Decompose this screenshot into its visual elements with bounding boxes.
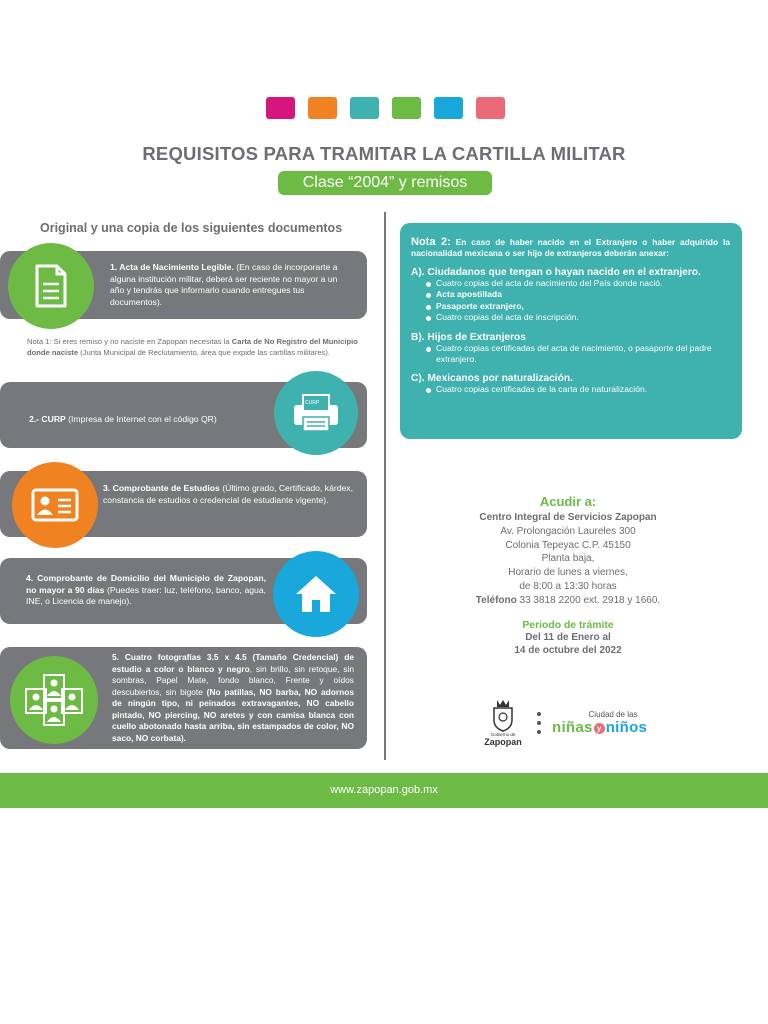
zapopan-label: Zapopan	[484, 737, 522, 747]
domicilio-text: 4. Comprobante de Domicilio del Municipio de Zapopan, no mayor a 90 días (Puedes traer: luz, teléfono, banco, agua, INE, o Licencia de manejo).	[26, 573, 266, 607]
gobierno-label: Gobierno de	[490, 732, 516, 737]
schedule-line-2: de 8:00 a 13:30 horas	[519, 580, 617, 592]
curp-text: 2.- CURP (Impresa de Internet con el código QR)	[29, 414, 217, 424]
swatch-pink	[476, 97, 505, 119]
printer-icon	[274, 371, 358, 455]
swatch-magenta	[266, 97, 295, 119]
acudir-heading: Acudir a:	[539, 494, 597, 509]
section-a-list	[426, 278, 730, 324]
phone-line: Teléfono 33 3818 2200 ext. 2918 y 1660.	[475, 594, 661, 606]
floor: Planta baja,	[541, 553, 595, 565]
section-b-list	[426, 343, 730, 366]
list-item: Cuatro copias certificadas de la carta de naturalización.	[426, 384, 730, 395]
curp-paper-label: CURP	[305, 400, 320, 406]
list-item: Pasaporte extranjero,	[426, 301, 730, 312]
address-line-2: Colonia Tepeyac C.P. 45150	[505, 539, 631, 551]
footer-bar	[0, 773, 768, 808]
acudir-block	[432, 494, 704, 658]
ninas-ninos-logo: niñas y niños	[552, 719, 648, 736]
list-item: Cuatro copias certificadas del acta de nacimiento, o pasaporte del padre extranjero.	[426, 343, 730, 366]
swatch-orange	[308, 97, 337, 119]
zapopan-crest-logo	[490, 698, 516, 732]
fotos-text: 5. Cuatro fotografías 3.5 x 4.5 (Tamaño Credencial) de estudio a color o blanco y negro, sin brillo, sin retoque, sin sombras, Papel Mate, fondo blanco, Frente y oídos descubiertos, sin bigote (No patillas, NO barba, NO adornos de ningún tipo, ni peinados extravagantes, NO cabello pintado, NO piercing, NO aretes y con camisa blanca con cuello abotonado hasta arriba, sin estampados de color, NO saco, NO corbata).	[112, 652, 354, 743]
section-c-list	[426, 384, 730, 395]
section-a-title: A). Ciudadanos que tengan o hayan nacido en el extranjero.	[411, 267, 701, 278]
nota-2-box	[400, 223, 742, 439]
documents-heading: Original y una copia de los siguientes documentos	[40, 221, 343, 235]
swatch-teal	[350, 97, 379, 119]
section-c-title: C). Mexicanos por naturalización.	[411, 373, 573, 385]
nota-2-intro: Nota 2: En caso de haber nacido en el Extranjero o haber adquirido la nacionalidad mexicana o ser hijo de extranjeros deberán anexar:	[411, 236, 731, 258]
schedule-line-1: Horario de lunes a viernes,	[508, 567, 628, 579]
list-item: Cuatro copias del acta de nacimiento del País donde nació.	[426, 278, 730, 289]
period-line-2: 14 de octubre del 2022	[514, 645, 622, 657]
estudios-text: 3. Comprobante de Estudios (Último grado, Certificado, kárdex, constancia de estudios o credencial de estudiante vigente).	[103, 483, 353, 505]
address-line-1: Av. Prolongación Laureles 300	[500, 525, 636, 537]
note-1: Nota 1: Si eres remiso y no naciste en Zapopan necesitas la Carta de No Registro del Municipio donde naciste (Junta Municipal de Reclutamiento, área que expide las cartillas militares).	[27, 337, 358, 357]
swatch-blue	[434, 97, 463, 119]
subtitle-badge: Clase “2004” y remisos	[278, 171, 492, 195]
period-heading: Periodo de trámite	[522, 619, 614, 631]
house-icon	[273, 551, 359, 637]
swatch-green	[392, 97, 421, 119]
section-b-title: B). Hijos de Extranjeros	[411, 331, 526, 343]
id-card-icon	[12, 462, 98, 548]
photos-icon	[10, 656, 98, 744]
ciudad-label: Ciudad de las	[588, 710, 638, 719]
page-title: REQUISITOS PARA TRAMITAR LA CARTILLA MILITAR	[142, 143, 626, 164]
footer-url-link[interactable]: www.zapopan.gob.mx	[330, 784, 438, 796]
place-name: Centro Integral de Servicios Zapopan	[479, 512, 657, 523]
list-item: Acta apostillada	[426, 289, 730, 300]
logos	[478, 698, 678, 750]
separator-dots	[537, 712, 541, 739]
vertical-divider	[384, 212, 386, 760]
acta-text: 1. Acta de Nacimiento Legible. (En caso de incorporarte a alguna institución militar, deberá ser reciente no mayor a un año y tendrás que informarlo cuando entregues tus documentos).	[110, 262, 338, 307]
period-line-1: Del 11 de Enero al	[525, 631, 611, 643]
color-swatches	[266, 97, 505, 119]
list-item: Cuatro copias del acta de inscripción.	[426, 312, 730, 323]
document-icon	[8, 243, 94, 329]
